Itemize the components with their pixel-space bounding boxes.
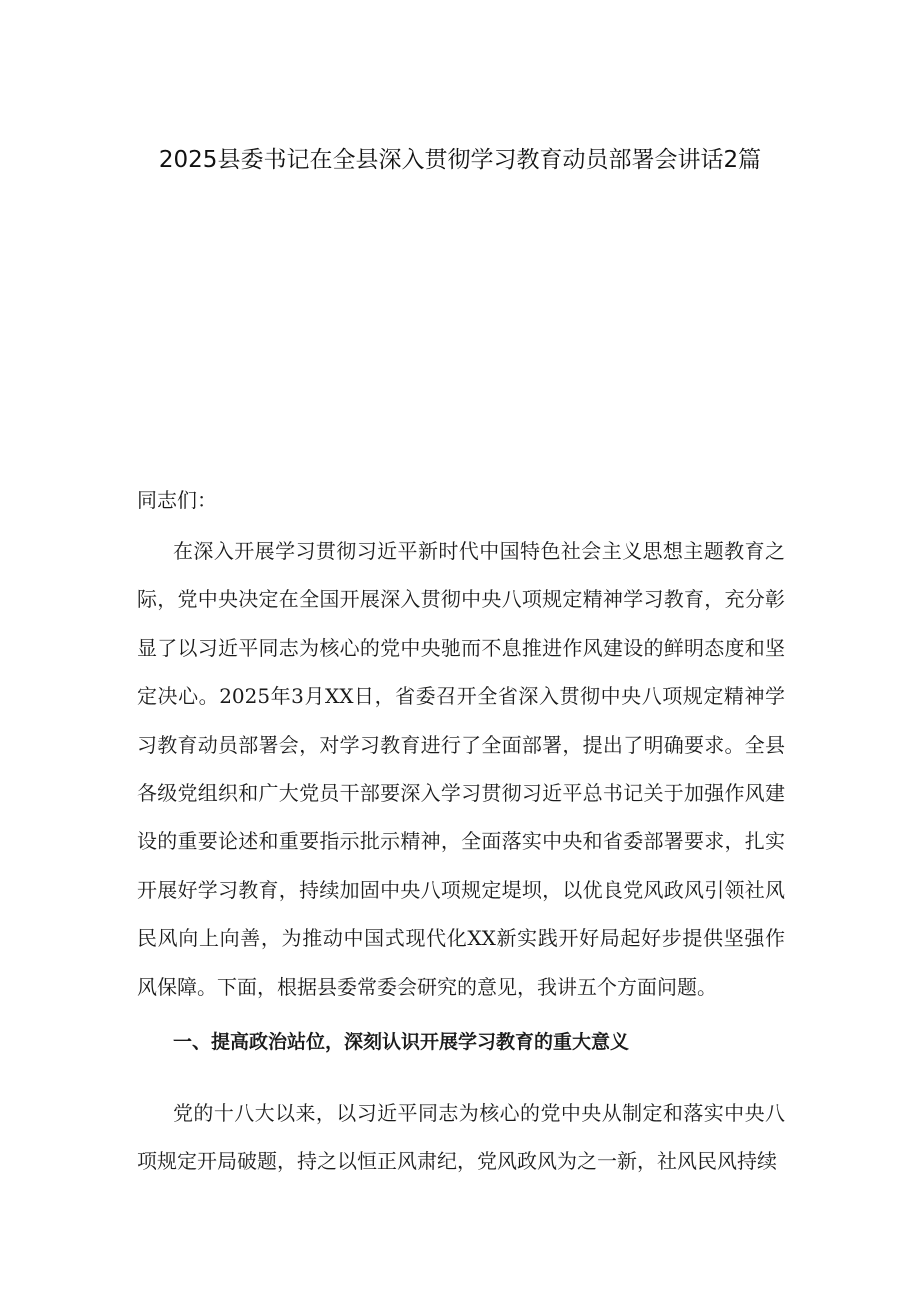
- body-paragraph: 在深入开展学习贯彻习近平新时代中国特色社会主义思想主题教育之际，党中央决定在全国开展深入贯彻中央八项规定精神学习教育，充分彰显了以习近平同志为核心的党中央驰而不息推进作风建设的鲜明态度和坚定决心。2025年3月XX日，省委召开全省深入贯彻中央八项规定精神学习教育动员部署会，对学习教育进行了全面部署，提出了明确要求。全县各级党组织和广大党员干部要深入学习贯彻习近平总书记关于加强作风建设的重要论述和重要指示批示精神，全面落实中央和省委部署要求，扎实开展好学习教育，持续加固中央八项规定堤坝，以优良党风政风引领社风民风向上向善，为推动中国式现代化XX新实践开好局起好步提供坚强作风保障。下面，根据县委常委会研究的意见，我讲五个方面问题。: [137, 539, 785, 999]
- document-title: 2025县委书记在全县深入贯彻学习教育动员部署会讲话2篇: [158, 147, 762, 173]
- section-heading: 一、提高政治站位，深刻认识开展学习教育的重大意义: [173, 1031, 630, 1053]
- body-paragraph: 党的十八大以来，以习近平同志为核心的党中央从制定和落实中央八项规定开局破题，持之以恒正风肃纪，党风政风为之一新，社风民风持续: [137, 1101, 785, 1174]
- salutation: 同志们：: [137, 488, 217, 512]
